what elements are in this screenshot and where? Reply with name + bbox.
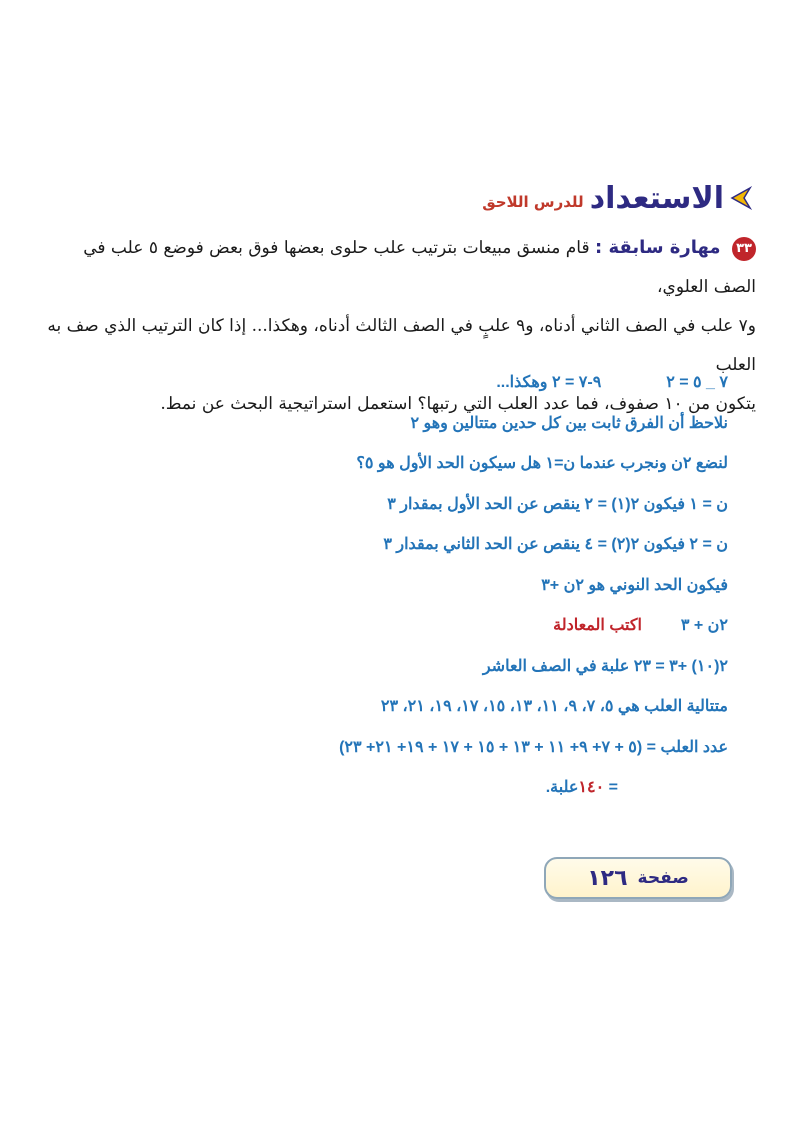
total-unit: علبة. [545,779,579,796]
arrow-icon [730,186,752,210]
question-number-badge: ٣٣ [732,237,756,261]
solution-line-3: لنضع ٢ن ونجرب عندما ن=١ هل سيكون الحد الأول هو ٥؟ [356,455,728,472]
solution-line-10: عدد العلب = (٥ + ٧+ ٩+ ١١ + ١٣ + ١٥ + ١٧ + ١٩+ ٢١+ ٢٣) [339,738,728,756]
solution-line-1 [48,363,728,404]
page-number-badge [544,857,732,899]
solution-line-6: فيكون الحد النوني هو ٢ن +٣ [541,576,728,594]
solution-line-9: متتالية العلب هي ٥، ٧، ٩، ١١، ١٣، ١٥، ١٧، ١٩، ٢١، ٢٣ [380,698,728,715]
header-subtitle: للدرس اللاحق [482,193,584,211]
total-value: ١٤٠ [578,779,605,796]
solution-line-2: نلاحظ أن الفرق ثابت بين كل حدين متتالين وهو ٢ [410,414,728,432]
problem-text-1: قام منسق مبيعات بترتيب علب حلوى بعضها فوق بعض فوضع ٥ علب في الصف العلوي، [83,238,756,297]
solution-line-11 [48,768,728,809]
solution [48,363,728,809]
solution-line-4: ن = ١ فيكون ٢(١) = ٢ ينقص عن الحد الأول بمقدار ٣ [387,495,728,513]
equals-sign: = [604,779,618,796]
header-title: الاستعداد [589,180,724,216]
solution-line-5: ن = ٢ فيكون ٢(٢) = ٤ ينقص عن الحد الثاني بمقدار ٣ [383,536,728,553]
page-number: ١٢٦ [587,865,628,891]
skill-label: مهارة سابقة : [594,237,721,258]
difference-1: ٧ _ ٥ = ٢ [666,374,728,391]
solution-line-7 [48,606,728,647]
problem-line-1 [44,228,756,307]
equation-expression: ٢ن + ٣ [680,617,728,634]
problem-line-2: و٧ علب في الصف الثاني أدناه، و٩ علبٍ في الصف الثالث أدناه، وهكذا... إذا كان الترتيب الذي صف به العلب [47,316,756,375]
page-label: صفحة [637,868,689,888]
lesson-header [482,178,752,218]
difference-2: ٩-٧ = ٢ وهكذا... [496,374,602,391]
solution-line-8: ٢(١٠) +٣ = ٢٣ علبة في الصف العاشر [482,657,728,675]
write-equation-label: اكتب المعادلة [553,617,642,634]
problem-line-3: يتكون من ١٠ صفوف، فما عدد العلب التي رتبها؟ استعمل استراتيجية البحث عن نمط. [160,394,756,414]
